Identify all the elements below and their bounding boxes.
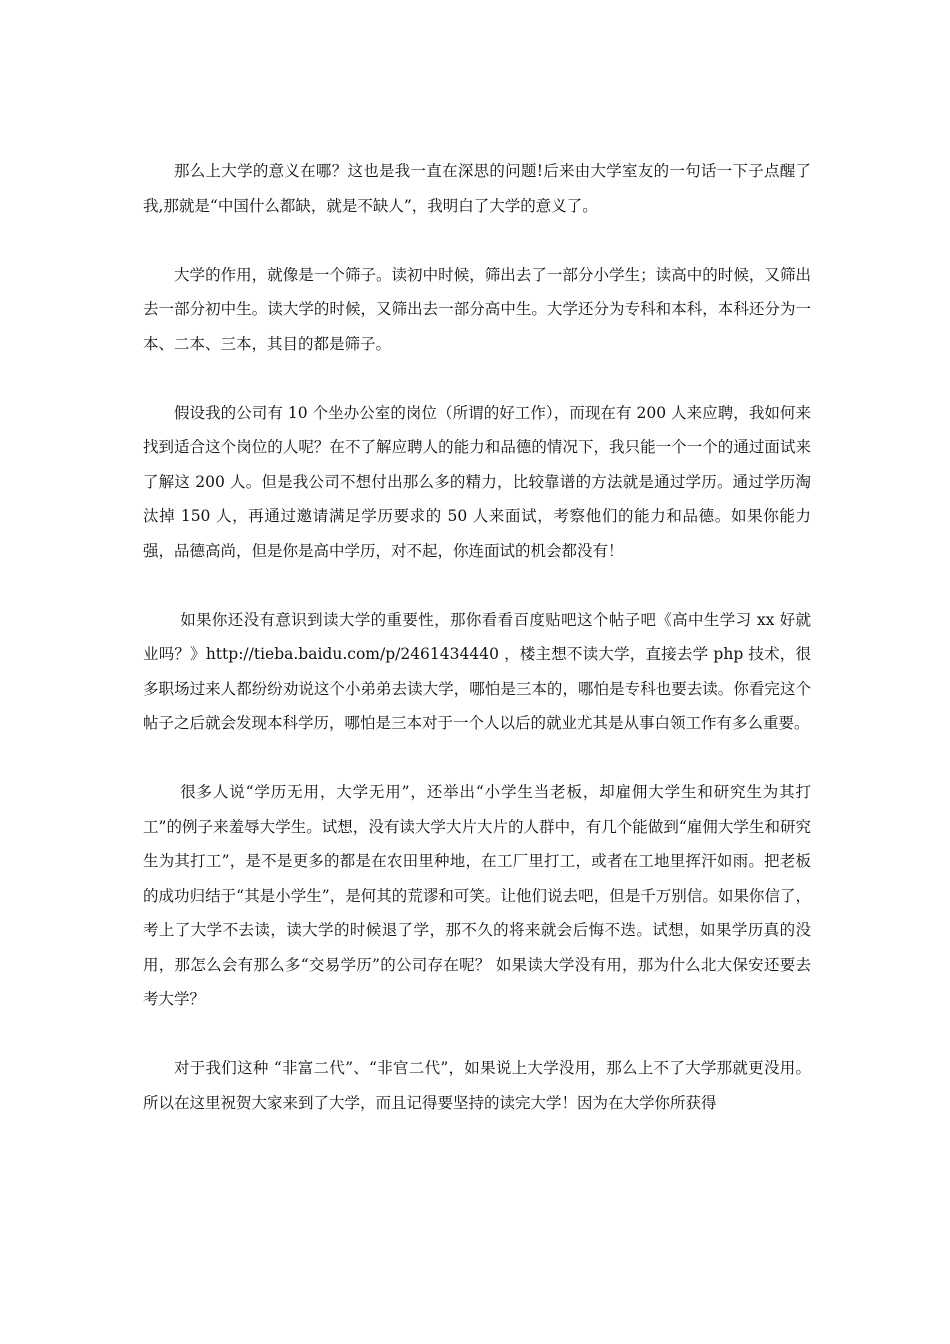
paragraph-6: 对于我们这种 “非富二代”、“非官二代”，如果说上大学没用，那么上不了大学那就更没用。所以在这里祝贺大家来到了大学，而且记得要坚持的读完大学！因为在大学你所获得 <box>143 1059 811 1112</box>
paragraph-4: 如果你还没有意识到读大学的重要性，那你看看百度贴吧这个帖子吧《高中生学习 xx 好就业吗？》http://tieba.baidu.com/p/2461434440 ，楼主想不读大学，直接去学 php 技术，很多职场过来人都纷纷劝说这个小弟弟去读大学，哪怕是三本的，哪怕是专科也要去读。你看完这个帖子之后就会发现本科学历，哪怕是三本对于一个人以后的就业尤其是从事白领工作有多么重要。 <box>143 610 811 732</box>
paragraph-1: 那么上大学的意义在哪？这也是我一直在深思的问题!后来由大学室友的一句话一下子点醒了我,那就是“中国什么都缺，就是不缺人”，我明白了大学的意义了。 <box>143 162 811 215</box>
paragraph-3: 假设我的公司有 10 个坐办公室的岗位（所谓的好工作），而现在有 200 人来应聘，我如何来找到适合这个岗位的人呢？在不了解应聘人的能力和品德的情况下，我只能一个一个的通过面试来了解这 200 人。但是我公司不想付出那么多的精力，比较靠谱的方法就是通过学历。通过学历淘汰掉 150 人，再通过邀请满足学历要求的 50 人来面试，考察他们的能力和品德。如果你能力强，品德高尚，但是你是高中学历，对不起，你连面试的机会都没有！ <box>143 403 811 560</box>
paragraph-2: 大学的作用，就像是一个筛子。读初中时候，筛出去了一部分小学生；读高中的时候，又筛出去一部分初中生。读大学的时候，又筛出去一部分高中生。大学还分为专科和本科，本科还分为一本、二本、三本，其目的都是筛子。 <box>143 265 811 353</box>
paragraph-5: 很多人说“学历无用，大学无用”，还举出“小学生当老板，却雇佣大学生和研究生为其打工”的例子来羞辱大学生。试想，没有读大学大片大片的人群中，有几个能做到“雇佣大学生和研究生为其打工”，是不是更多的都是在农田里种地，在工厂里打工，或者在工地里挥汗如雨。把老板的成功归结于“其是小学生”，是何其的荒谬和可笑。让他们说去吧，但是千万别信。如果你信了，考上了大学不去读，读大学的时候退了学，那不久的将来就会后悔不迭。试想，如果学历真的没用，那怎么会有那么多“交易学历”的公司存在呢？ 如果读大学没有用，那为什么北大保安还要去考大学？ <box>143 783 811 1008</box>
document-body <box>143 154 811 1120</box>
